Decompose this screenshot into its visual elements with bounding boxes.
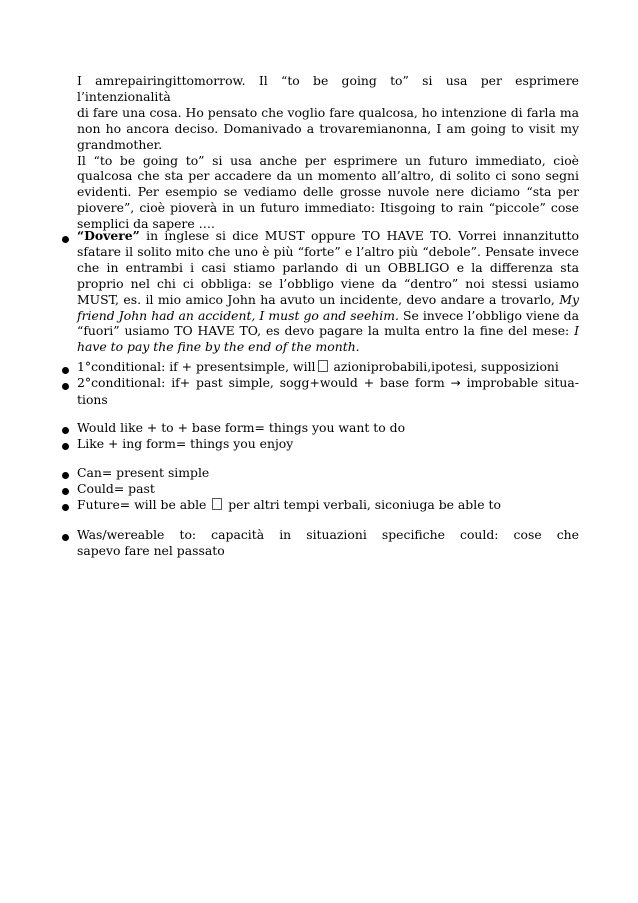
text-line: I amrepairingittomorrow. Il “to be going to” si usa per esprimere l’intenzionalità bbox=[77, 73, 579, 104]
text-line: sfatare il solito mito che uno è più “forte” e l’altro più “debole”. Pensate invece bbox=[77, 243, 579, 259]
text-line bbox=[77, 323, 579, 339]
would-like-item bbox=[77, 420, 579, 436]
text-line: non ho ancora deciso. Domanivado a trovaremianonna, I am going to visit my bbox=[77, 120, 579, 136]
future-item bbox=[77, 497, 579, 513]
second-conditional bbox=[77, 375, 579, 408]
text-line: semplici da sapere …. bbox=[77, 216, 215, 232]
text-line: grandmother. bbox=[77, 136, 163, 152]
bullet-icon bbox=[62, 427, 69, 434]
italic-span: have to pay the fine by the end of the month. bbox=[77, 339, 360, 355]
text-line: Would like + to + base form= things you want to do bbox=[77, 420, 406, 435]
could-item bbox=[77, 481, 579, 497]
bullet-icon bbox=[62, 236, 69, 243]
text-line bbox=[77, 359, 579, 375]
text-line: evidenti. Per esempio se vediamo delle grosse nuvole nere diciamo “sta per bbox=[77, 184, 579, 200]
text-line: di fare una cosa. Ho pensato che voglio fare qualcosa, ho intenzione di farla ma bbox=[77, 104, 579, 120]
text-span: improbable situa- bbox=[460, 375, 579, 390]
text-span: azioniprobabili,ipotesi, supposizioni bbox=[329, 359, 559, 374]
text-span: 2°conditional: if+ past simple, sogg+would + base form bbox=[77, 375, 451, 390]
text-line: Could= past bbox=[77, 481, 155, 496]
bullet-icon bbox=[62, 472, 69, 479]
text-line: piovere”, cioè pioverà in un futuro immediato: Itisgoing to rain “piccole” cose bbox=[77, 200, 579, 216]
bullet-icon bbox=[62, 504, 69, 511]
text-line bbox=[77, 308, 579, 324]
italic-span: friend John had an accident, I must go and seehim. bbox=[77, 307, 399, 323]
missing-glyph-icon bbox=[318, 360, 328, 372]
text-span: in inglese si dice MUST oppure TO HAVE TO. Vorrei innanzitutto bbox=[139, 228, 579, 243]
dovere-paragraph bbox=[77, 228, 579, 355]
text-line bbox=[77, 375, 579, 392]
bullet-icon bbox=[62, 367, 69, 374]
italic-span: I bbox=[574, 323, 579, 339]
text-line: Was/wereable to: capacità in situazioni specifiche could: cose che bbox=[77, 527, 579, 542]
arrow-right-icon: → bbox=[450, 376, 461, 390]
dovere-title: “Dovere” bbox=[77, 228, 140, 243]
text-line: tions bbox=[77, 391, 108, 407]
bullet-icon bbox=[62, 383, 69, 390]
missing-glyph-icon bbox=[212, 498, 222, 510]
text-line: proprio nel chi ci obbliga: se l’obbligo viene da “dentro” noi stessi usiamo bbox=[77, 275, 579, 291]
text-span: MUST, es. il mio amico John ha avuto un incidente, devo andare a trovarlo, bbox=[77, 291, 560, 307]
text-line: qualcosa che sta per accadere da un momento all’altro, di solito ci sono segni bbox=[77, 168, 579, 184]
text-span: Se invece l’obbligo viene da bbox=[398, 307, 580, 323]
text-span: 1°conditional: if + presentsimple, will bbox=[77, 359, 316, 374]
bullet-icon bbox=[62, 488, 69, 495]
text-line: Il “to be going to” si usa anche per esprimere un futuro immediato, cioè bbox=[77, 152, 579, 168]
text-line: Like + ing form= things you enjoy bbox=[77, 436, 294, 451]
bullet-icon bbox=[62, 443, 69, 450]
text-span: “fuori” usiamo TO HAVE TO, es devo pagare la multa entro la fine del mese: bbox=[77, 323, 575, 339]
text-line: sapevo fare nel passato bbox=[77, 542, 225, 558]
text-line bbox=[77, 228, 579, 244]
text-line: Can= present simple bbox=[77, 465, 210, 480]
text-span: Future= will be able bbox=[77, 497, 211, 512]
text-line bbox=[77, 339, 579, 355]
bullet-icon bbox=[62, 534, 69, 541]
was-able-item bbox=[77, 527, 579, 559]
text-line: che in entrambi i casi stiamo parlando di un OBBLIGO e la differenza sta bbox=[77, 259, 579, 275]
text-line bbox=[77, 292, 579, 308]
going-to-paragraph bbox=[77, 73, 579, 232]
first-conditional bbox=[77, 359, 579, 375]
text-line bbox=[77, 497, 579, 513]
text-span: per altri tempi verbali, siconiuga be able to bbox=[224, 497, 501, 512]
can-item bbox=[77, 465, 579, 481]
italic-span: My bbox=[559, 291, 579, 307]
like-item bbox=[77, 436, 579, 452]
